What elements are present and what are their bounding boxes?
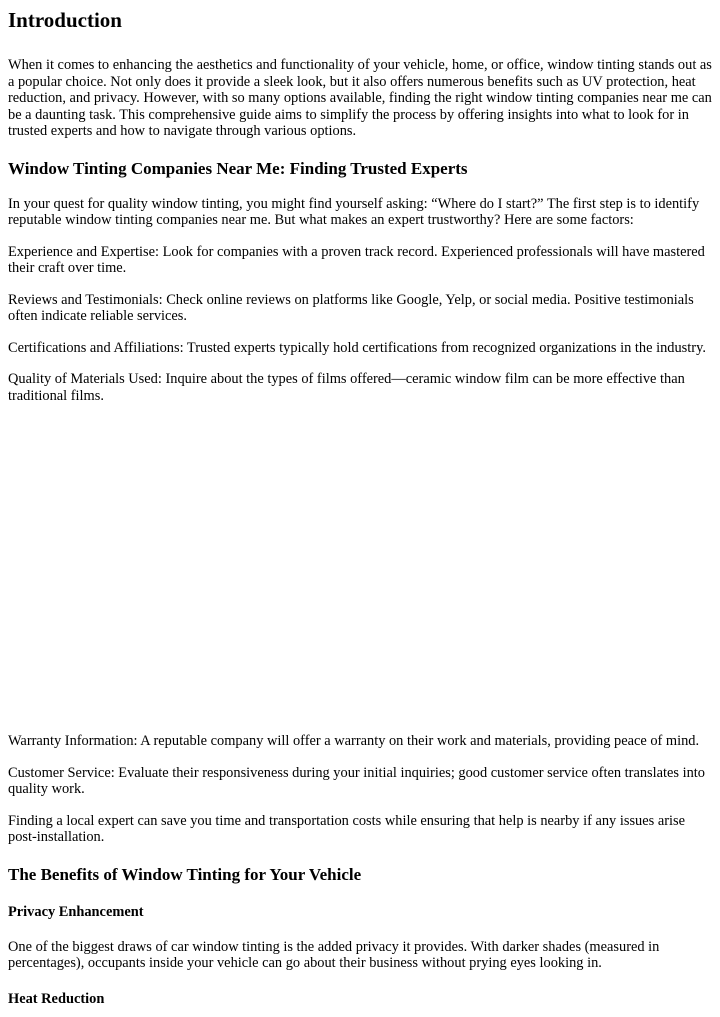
- factor-certifications: Certifications and Affiliations: Trusted experts typically hold certifications from recognized organizations in the industry.: [8, 339, 706, 356]
- blank-space: [8, 404, 714, 718]
- heat-heading: Heat Reduction: [8, 990, 105, 1007]
- factor-experience: Experience and Expertise: Look for companies with a proven track record. Experienced professionals will have mastered their craft over time.: [8, 243, 705, 276]
- section1-paragraph: In your quest for quality window tinting, you might find yourself asking: “Where do I start?” The first step is to identify reputable window tinting companies near me. But what makes an expert trustworthy? Here are some factors:: [8, 195, 700, 228]
- factor-materials: Quality of Materials Used: Inquire about the types of films offered—ceramic window film can be more effective than traditional films.: [8, 371, 685, 404]
- section2-heading: The Benefits of Window Tinting for Your Vehicle: [8, 864, 362, 884]
- privacy-heading: Privacy Enhancement: [8, 903, 144, 920]
- factor-customer-service: Customer Service: Evaluate their responsiveness during your initial inquiries; good customer service often translates into quality work.: [8, 764, 705, 797]
- privacy-paragraph: One of the biggest draws of car window tinting is the added privacy it provides. With darker shades (measured in percentages), occupants inside your vehicle can go about their business without prying eyes looking in.: [8, 938, 660, 971]
- section1-heading: Window Tinting Companies Near Me: Finding Trusted Experts: [8, 158, 468, 178]
- factor-warranty: Warranty Information: A reputable company will offer a warranty on their work and materials, providing peace of mind.: [8, 733, 700, 749]
- intro-paragraph: When it comes to enhancing the aesthetics and functionality of your vehicle, home, or office, window tinting stands out as a popular choice. Not only does it provide a sleek look, but it also offers numerous benefits such as UV protection, heat reduction, and privacy. However, with so many options available, finding the right window tinting companies near me can be a daunting task. This comprehensive guide aims to simplify the process by offering insights into what to look for in trusted experts and how to navigate through various options.: [8, 57, 712, 139]
- intro-heading: Introduction: [8, 8, 122, 32]
- local-expert-paragraph: Finding a local expert can save you time and transportation costs while ensuring that help is nearby if any issues arise post-installation.: [8, 812, 685, 845]
- factor-reviews: Reviews and Testimonials: Check online reviews on platforms like Google, Yelp, or social media. Positive testimonials often indicate reliable services.: [8, 291, 694, 324]
